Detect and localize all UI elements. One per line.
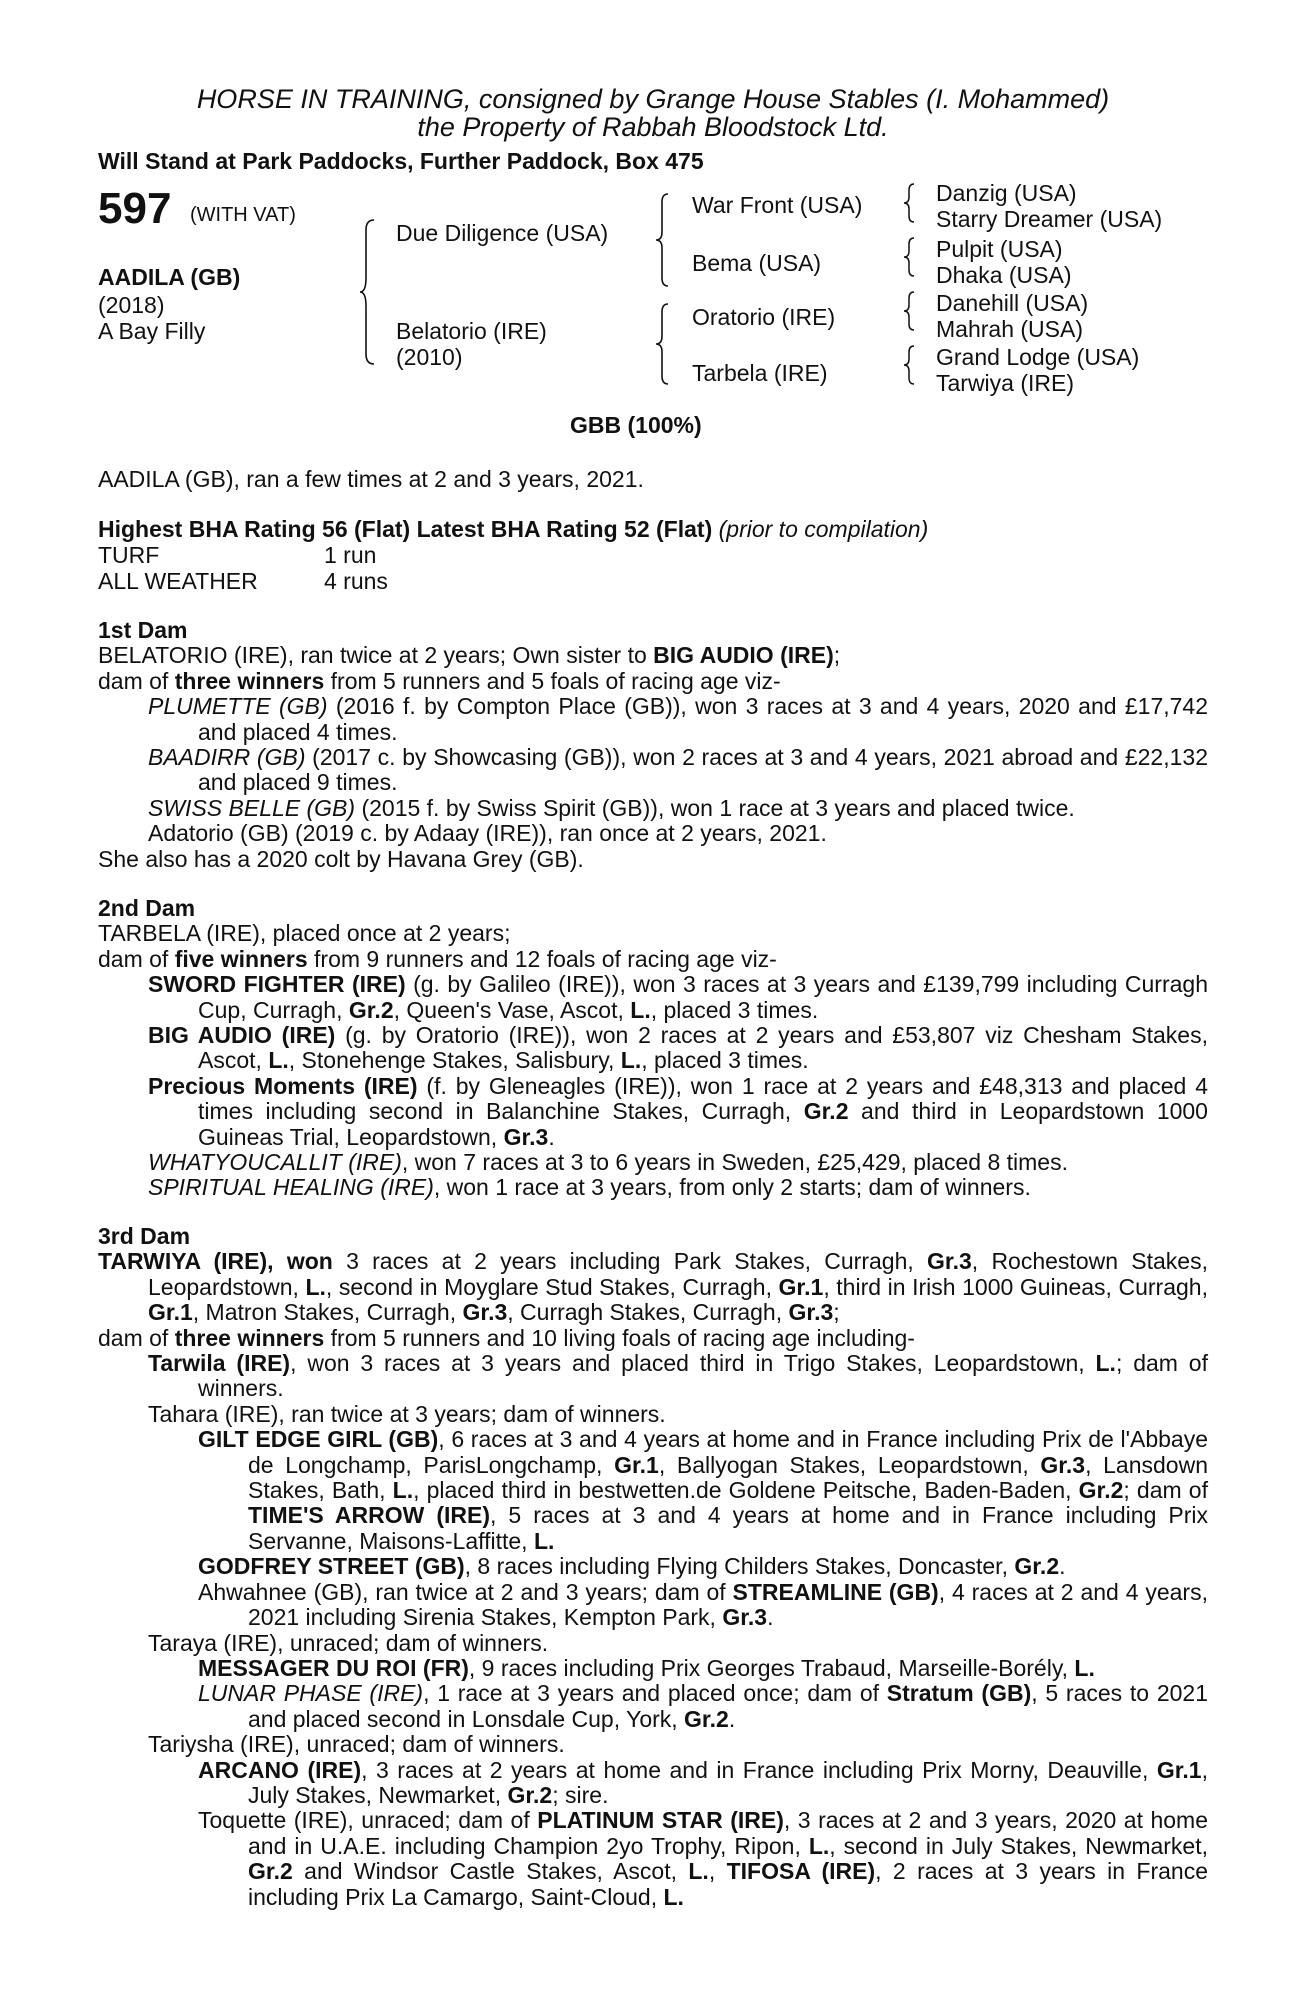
horse-year: (2018) — [98, 292, 165, 318]
third-dam-produce-line: dam of three winners from 5 runners and 10 living foals of racing age including- — [98, 1324, 915, 1351]
produce-precious-moments: Precious Moments (IRE) (f. by Gleneagles (IRE)), won 1 race at 2 years and £48,313 and placed 4 times including second in Balanchine Stakes, Curragh, Gr.2 and third in Leopardstown 1000 Guineas Trial, Leopardstown, Gr.3. — [148, 1072, 1208, 1150]
ancestor-ssd: Starry Dreamer (USA) — [936, 206, 1163, 232]
third-dam-intro: TARWIYA (IRE), won 3 races at 2 years including Park Stakes, Curragh, Gr.3, Rochestown Stakes, Leopardstown, L., second in Moyglare Stud Stakes, Curragh, Gr.1, third in Irish 1000 Guineas, Curragh, Gr.1, Matron Stakes, Curragh, Gr.3, Curragh Stakes, Curragh, Gr.3; — [98, 1248, 1208, 1326]
pedigree-brace-dd — [904, 342, 924, 388]
ancestor-dsd: Mahrah (USA) — [936, 316, 1083, 342]
second-dam-heading: 2nd Dam — [98, 895, 196, 921]
race-summary: AADILA (GB), ran a few times at 2 and 3 years, 2021. — [98, 466, 644, 492]
all-weather-label: ALL WEATHER — [98, 568, 258, 594]
pedigree-brace-ds — [904, 288, 924, 334]
ancestor-sdd: Dhaka (USA) — [936, 262, 1072, 288]
produce-taraya: Taraya (IRE), unraced; dam of winners. — [148, 1629, 549, 1656]
consignor-line: HORSE IN TRAINING, consigned by Grange House Stables (I. Mohammed) — [196, 84, 1110, 114]
vat-note: (WITH VAT) — [190, 204, 296, 226]
produce-arcano: ARCANO (IRE), 3 races at 2 years at home and in France including Prix Morny, Deauville, Gr.1, July Stakes, Newmarket, Gr.2; sire. — [198, 1756, 1208, 1808]
horse-description: A Bay Filly — [98, 318, 206, 344]
bha-ratings-note: (prior to compilation) — [718, 516, 929, 542]
produce-swiss-belle: SWISS BELLE (GB) (2015 f. by Swiss Spirit (GB)), won 1 race at 3 years and placed twice. — [148, 794, 1075, 821]
produce-tarwila: Tarwila (IRE), won 3 races at 3 years and placed third in Trigo Stakes, Leopardstown, L.; dam of winners. — [148, 1350, 1208, 1402]
produce-gilt-edge-girl: GILT EDGE GIRL (GB), 6 races at 3 and 4 years at home and in France including Prix de l'Abbaye de Longchamp, ParisLongchamp, Gr.1, Ballyogan Stakes, Leopardstown, Gr.3, Lansdown Stakes, Bath, L., placed third in bestwetten.de Goldene Peitsche, Baden-Baden, Gr.2; dam of TIME'S ARROW (IRE), 5 races at 3 and 4 years at home and in France including Prix Servanne, Maisons-Laffitte, L. — [198, 1426, 1209, 1554]
produce-big-audio: BIG AUDIO (IRE) (g. by Oratorio (IRE)), won 2 races at 2 years and £53,807 viz Chesham Stakes, Ascot, L., Stonehenge Stakes, Salisbury, L., placed 3 times. — [148, 1022, 1208, 1074]
ancestor-dds: Grand Lodge (USA) — [936, 344, 1140, 370]
bha-ratings-text: Highest BHA Rating 56 (Flat) Latest BHA Rating 52 (Flat) — [98, 516, 713, 542]
first-dam-produce-line: dam of three winners from 5 runners and 5 foals of racing age viz- — [98, 667, 781, 694]
sire: Due Diligence (USA) — [396, 220, 609, 246]
pedigree-brace-main — [360, 212, 390, 372]
ancestor-sss: Danzig (USA) — [936, 180, 1077, 206]
lot-number: 597 — [98, 184, 172, 233]
produce-spiritual-healing: SPIRITUAL HEALING (IRE), won 1 race at 3 years, from only 2 starts; dam of winners. — [148, 1174, 1031, 1201]
first-dam-heading: 1st Dam — [98, 617, 188, 643]
produce-whatyoucallit: WHATYOUCALLIT (IRE), won 7 races at 3 to 6 years in Sweden, £25,429, placed 8 times. — [148, 1149, 1068, 1176]
bha-ratings — [98, 516, 928, 542]
first-dam-section — [98, 618, 1208, 872]
pedigree-brace-sire — [656, 190, 682, 290]
sire-of-dam: Oratorio (IRE) — [692, 304, 836, 330]
dam-of-dam: Tarbela (IRE) — [692, 360, 828, 386]
owner-line: the Property of Rabbah Bloodstock Ltd. — [417, 112, 889, 142]
horse-name: AADILA (GB) — [98, 264, 241, 290]
produce-tahara: Tahara (IRE), ran twice at 3 years; dam of winners. — [148, 1400, 666, 1427]
third-dam-heading: 3rd Dam — [98, 1223, 191, 1249]
produce-lunar-phase: LUNAR PHASE (IRE), 1 race at 3 years and placed once; dam of Stratum (GB), 5 races to 2021 and placed second in Lonsdale Cup, York, Gr.2. — [198, 1680, 1208, 1732]
dam-year: (2010) — [396, 344, 463, 370]
produce-toquette: Toquette (IRE), unraced; dam of PLATINUM STAR (IRE), 3 races at 2 and 3 years, 2020 at home and in U.A.E. including Champion 2yo Trophy, Ripon, L., second in July Stakes, Newmarket, Gr.2 and Windsor Castle Stakes, Ascot, L., TIFOSA (IRE), 2 races at 3 years in France including Prix La Camargo, Saint-Cloud, L. — [198, 1807, 1209, 1910]
stand-location: Will Stand at Park Paddocks, Further Paddock, Box 475 — [98, 148, 704, 174]
produce-ahwahnee: Ahwahnee (GB), ran twice at 2 and 3 years; dam of STREAMLINE (GB), 4 races at 2 and 4 years, 2021 including Sirenia Stakes, Kempton Park, Gr.3. — [198, 1578, 1208, 1631]
ancestor-sds: Pulpit (USA) — [936, 236, 1063, 262]
ancestor-dss: Danehill (USA) — [936, 290, 1089, 316]
third-dam-section — [98, 1224, 1208, 1910]
dam: Belatorio (IRE) — [396, 318, 547, 344]
produce-baadirr: BAADIRR (GB) (2017 c. by Showcasing (GB)), won 2 races at 3 and 4 years, 2021 abroad and £22,132 and placed 9 times. — [148, 744, 1208, 796]
ancestor-ddd: Tarwiya (IRE) — [936, 370, 1075, 396]
produce-plumette: PLUMETTE (GB) (2016 f. by Compton Place (GB)), won 3 races at 3 and 4 years, 2020 and £17,742 and placed 4 times. — [148, 693, 1209, 745]
pedigree-brace-sd — [904, 234, 924, 280]
second-dam-section — [98, 896, 1208, 1201]
first-dam-foal-note: She also has a 2020 colt by Havana Grey (GB). — [98, 845, 584, 872]
pedigree-brace-dam — [656, 300, 682, 388]
all-weather-value: 4 runs — [324, 568, 388, 594]
turf-label: TURF — [98, 542, 160, 568]
pedigree-brace-ss — [904, 180, 924, 226]
produce-adatorio: Adatorio (GB) (2019 c. by Adaay (IRE)), ran once at 2 years, 2021. — [148, 820, 827, 847]
first-dam-intro: BELATORIO (IRE), ran twice at 2 years; Own sister to BIG AUDIO (IRE); — [98, 642, 841, 669]
second-dam-produce-line: dam of five winners from 9 runners and 12 foals of racing age viz- — [98, 945, 777, 972]
second-dam-intro: TARBELA (IRE), placed once at 2 years; — [98, 920, 511, 947]
gbb-percentage: GBB (100%) — [570, 412, 702, 438]
produce-tariysha: Tariysha (IRE), unraced; dam of winners. — [148, 1731, 565, 1758]
sire-of-sire: War Front (USA) — [692, 192, 863, 218]
produce-sword-fighter: SWORD FIGHTER (IRE) (g. by Galileo (IRE)), won 3 races at 3 years and £139,799 including Curragh Cup, Curragh, Gr.2, Queen's Vase, Ascot, L., placed 3 times. — [148, 971, 1208, 1023]
produce-messager-du-roi: MESSAGER DU ROI (FR), 9 races including Prix Georges Trabaud, Marseille-Borély, L. — [198, 1654, 1095, 1681]
turf-value: 1 run — [324, 542, 377, 568]
dam-of-sire: Bema (USA) — [692, 250, 822, 276]
produce-godfrey-street: GODFREY STREET (GB), 8 races including Flying Childers Stakes, Doncaster, Gr.2. — [198, 1553, 1066, 1580]
